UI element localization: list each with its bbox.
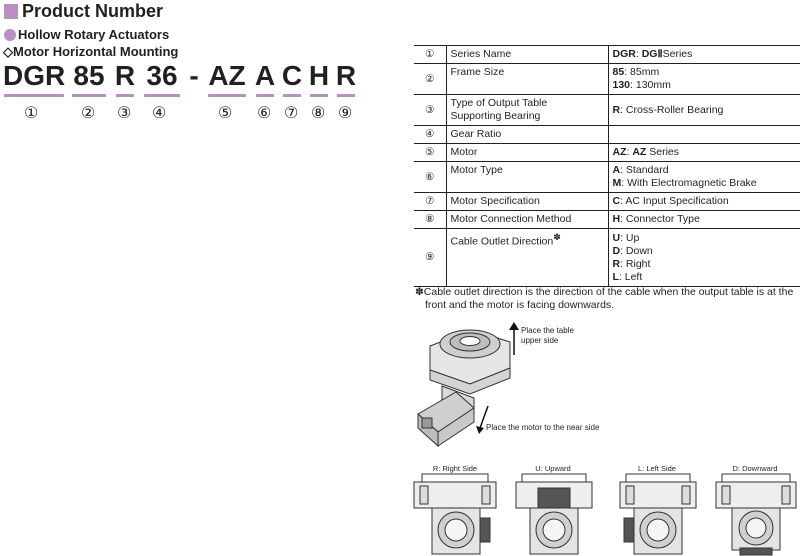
code-gear-ratio: 36 bbox=[146, 60, 178, 91]
row-value: 85: 85mm 130: 130mm bbox=[608, 64, 800, 95]
arrow-up-icon bbox=[509, 322, 519, 356]
table-row bbox=[414, 193, 800, 211]
row-label: Motor Type bbox=[446, 162, 608, 193]
code-underline bbox=[144, 94, 180, 97]
row-value: DGR: DGⅡSeries bbox=[608, 46, 800, 64]
row-value: H: Connector Type bbox=[608, 211, 800, 229]
row-number: ⑥ bbox=[414, 162, 446, 193]
row-value: R: Cross-Roller Bearing bbox=[608, 95, 800, 126]
row-label: Motor Specification bbox=[446, 193, 608, 211]
table-row bbox=[414, 162, 800, 193]
code-connection: H bbox=[308, 60, 330, 91]
code-num-4: ④ bbox=[152, 105, 167, 122]
table-row bbox=[414, 126, 800, 144]
row-number: ⑦ bbox=[414, 193, 446, 211]
row-value: U: Up D: Down R: Right L: Left bbox=[608, 229, 800, 287]
code-num-7: ⑦ bbox=[284, 105, 299, 122]
footnote-line-1: ✽Cable outlet direction is the direction of the cable when the output table is at the bbox=[415, 286, 794, 298]
table-row bbox=[414, 211, 800, 229]
spec-table bbox=[414, 45, 800, 287]
near-side-label: Place the motor to the near side bbox=[486, 423, 600, 432]
code-underline bbox=[283, 94, 301, 97]
mounting-label: ◇Motor Horizontal Mounting bbox=[3, 44, 179, 59]
upper-side-label: Place the table bbox=[521, 326, 574, 335]
code-motor-spec: C bbox=[281, 60, 303, 91]
code-underline bbox=[337, 94, 355, 97]
table-row bbox=[414, 95, 800, 126]
row-value bbox=[608, 126, 800, 144]
upper-side-label-2: upper side bbox=[521, 336, 559, 345]
row-number: ① bbox=[414, 46, 446, 64]
code-underline bbox=[72, 94, 106, 97]
view-upward-drawing bbox=[514, 472, 594, 556]
view-label-right: R: Right Side bbox=[432, 464, 478, 473]
row-number: ④ bbox=[414, 126, 446, 144]
asterisk-mark: ✽ bbox=[553, 232, 561, 242]
code-frame-size: 85 bbox=[73, 60, 105, 91]
row-label: Motor Connection Method bbox=[446, 211, 608, 229]
footnote-line-2: front and the motor is facing downwards. bbox=[425, 299, 615, 311]
row-label: Gear Ratio bbox=[446, 126, 608, 144]
view-label-down: D: Downward bbox=[732, 464, 778, 473]
row-label: Series Name bbox=[446, 46, 608, 64]
code-underline bbox=[208, 94, 246, 97]
code-num-3: ③ bbox=[117, 105, 132, 122]
code-bearing: R bbox=[114, 60, 136, 91]
row-number: ③ bbox=[414, 95, 446, 126]
row-number: ⑤ bbox=[414, 144, 446, 162]
code-num-2: ② bbox=[81, 105, 96, 122]
code-underline bbox=[116, 94, 134, 97]
code-dash: - bbox=[189, 60, 199, 91]
table-row bbox=[414, 64, 800, 95]
code-underline bbox=[256, 94, 274, 97]
code-num-9: ⑨ bbox=[338, 105, 353, 122]
table-row bbox=[414, 229, 800, 287]
code-series: DGR bbox=[3, 60, 66, 91]
table-row bbox=[414, 144, 800, 162]
code-num-6: ⑥ bbox=[257, 105, 272, 122]
code-motor: AZ bbox=[208, 60, 246, 91]
code-num-1: ① bbox=[24, 105, 39, 122]
row-value: A: Standard M: With Electromagnetic Brake bbox=[608, 162, 800, 193]
row-number: ② bbox=[414, 64, 446, 95]
table-row bbox=[414, 46, 800, 64]
view-left-side-drawing bbox=[618, 472, 698, 556]
row-number: ⑧ bbox=[414, 211, 446, 229]
row-value: AZ: AZ Series bbox=[608, 144, 800, 162]
view-downward-drawing bbox=[714, 472, 798, 556]
code-num-5: ⑤ bbox=[218, 105, 233, 122]
page-title: Product Number bbox=[22, 1, 164, 21]
row-label: Type of Output Table Supporting Bearing bbox=[446, 95, 608, 126]
bullet-dot-icon bbox=[4, 29, 16, 41]
row-label: Cable Outlet Direction✽ bbox=[446, 229, 608, 287]
row-label: Motor bbox=[446, 144, 608, 162]
code-underline bbox=[310, 94, 328, 97]
code-cable-direction: R bbox=[335, 60, 357, 91]
subtitle-line bbox=[4, 27, 169, 42]
code-underline bbox=[4, 94, 64, 97]
row-label: Frame Size bbox=[446, 64, 608, 95]
code-motor-type: A bbox=[254, 60, 276, 91]
view-label-left: L: Left Side bbox=[638, 464, 676, 473]
row-value: C: AC Input Specification bbox=[608, 193, 800, 211]
code-num-8: ⑧ bbox=[311, 105, 326, 122]
row-number: ⑨ bbox=[414, 229, 446, 287]
view-label-up: U: Upward bbox=[535, 464, 571, 473]
subtitle: Hollow Rotary Actuators bbox=[18, 27, 170, 42]
section-marker-square bbox=[4, 4, 18, 19]
view-right-side-drawing bbox=[412, 472, 500, 556]
